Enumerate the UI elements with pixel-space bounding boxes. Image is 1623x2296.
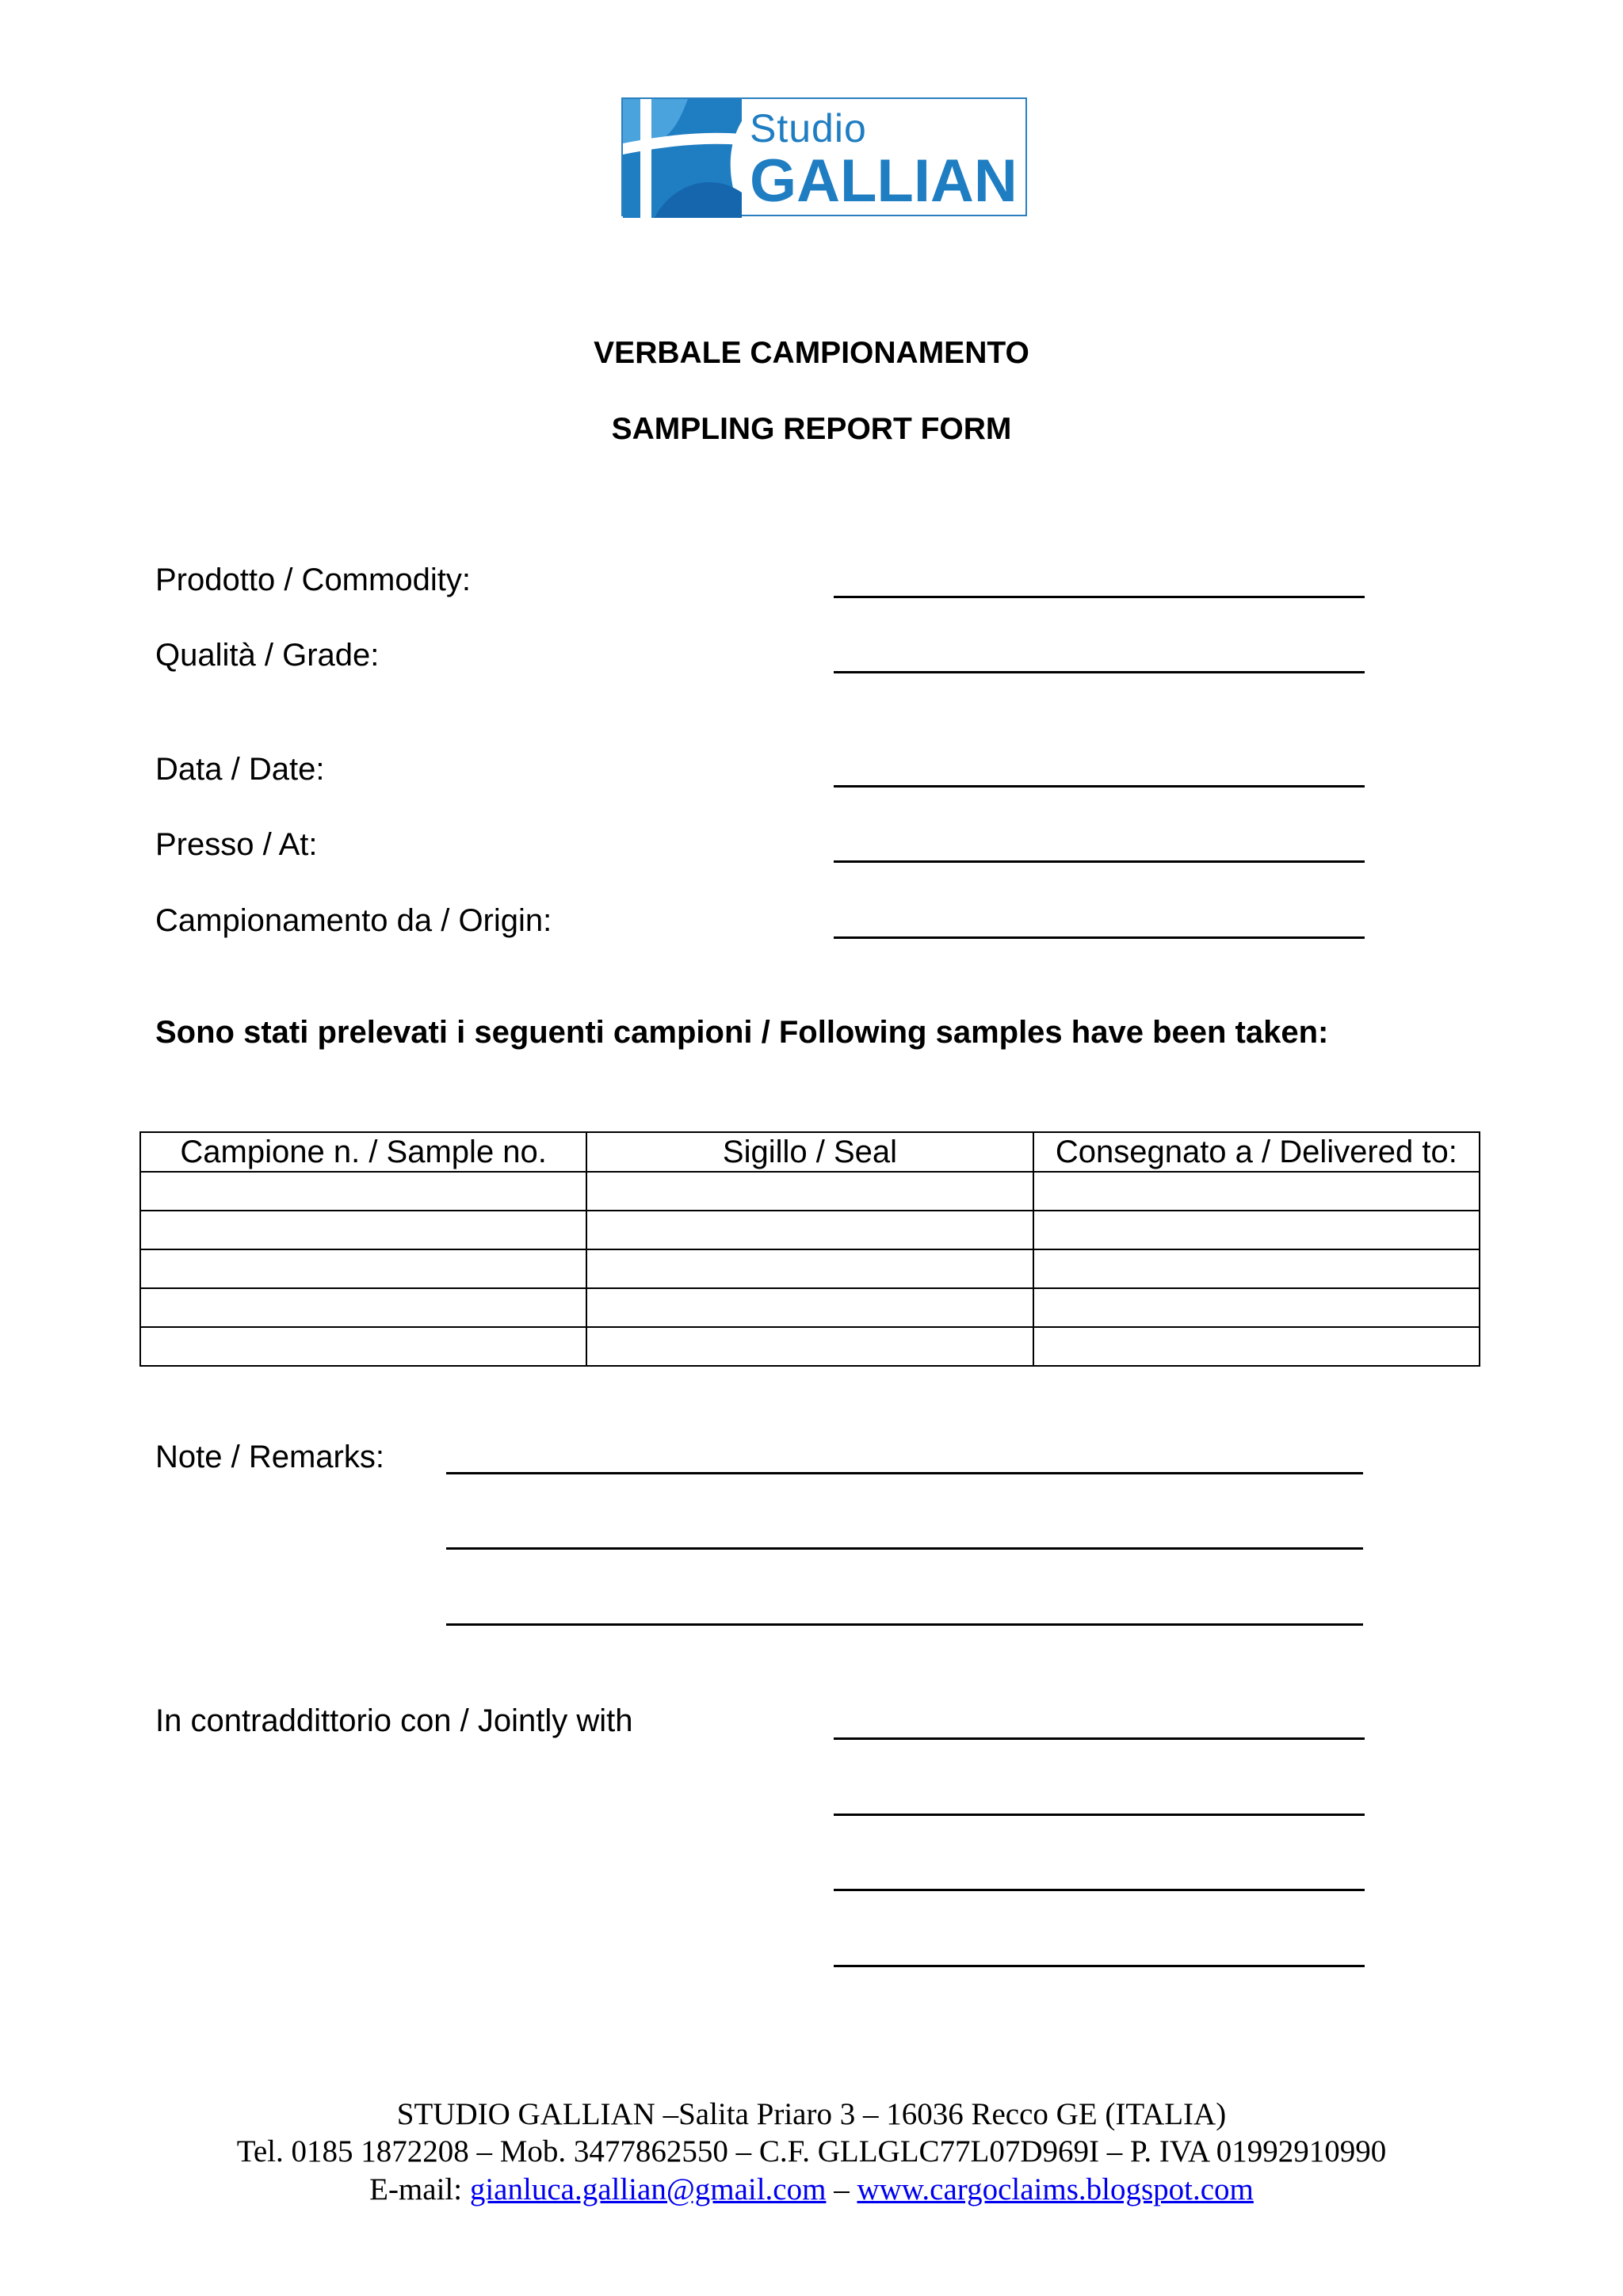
remarks-line-3[interactable]	[446, 1623, 1363, 1626]
field-label-at: Presso / At:	[155, 827, 318, 862]
table-cell[interactable]	[140, 1211, 586, 1249]
studio-gallian-logo	[621, 97, 1027, 216]
samples-table	[139, 1131, 1480, 1367]
table-cell[interactable]	[586, 1249, 1033, 1288]
jointly-with-label: In contraddittorio con / Jointly with	[155, 1703, 633, 1738]
page-title-english: SAMPLING REPORT FORM	[611, 412, 1012, 446]
jointly-line-4[interactable]	[834, 1965, 1365, 1967]
table-row	[140, 1211, 1480, 1249]
table-cell[interactable]	[586, 1211, 1033, 1249]
table-cell[interactable]	[140, 1288, 586, 1327]
field-label-commodity: Prodotto / Commodity:	[155, 563, 471, 597]
table-row	[140, 1288, 1480, 1327]
field-label-origin: Campionamento da / Origin:	[155, 903, 552, 938]
field-line-at[interactable]	[834, 860, 1365, 863]
table-row	[140, 1249, 1480, 1288]
table-cell[interactable]	[586, 1172, 1033, 1211]
table-cell[interactable]	[140, 1172, 586, 1211]
column-header-delivered-to: Consegnato a / Delivered to:	[1033, 1132, 1480, 1172]
remarks-label: Note / Remarks:	[155, 1440, 384, 1474]
table-cell[interactable]	[1033, 1211, 1480, 1249]
table-cell[interactable]	[1033, 1249, 1480, 1288]
footer-email-prefix: E-mail:	[369, 2172, 470, 2206]
field-line-origin[interactable]	[834, 936, 1365, 939]
table-cell[interactable]	[1033, 1288, 1480, 1327]
jointly-line-2[interactable]	[834, 1814, 1365, 1816]
logo-studio-text: Studio	[750, 106, 867, 151]
column-header-seal: Sigillo / Seal	[586, 1132, 1033, 1172]
table-row	[140, 1327, 1480, 1366]
field-line-commodity[interactable]	[834, 596, 1365, 598]
table-cell[interactable]	[1033, 1327, 1480, 1366]
field-label-date: Data / Date:	[155, 752, 325, 787]
column-header-sample-no: Campione n. / Sample no.	[140, 1132, 586, 1172]
table-cell[interactable]	[140, 1327, 586, 1366]
field-label-grade: Qualità / Grade:	[155, 638, 380, 673]
page-title-italian: VERBALE CAMPIONAMENTO	[594, 336, 1029, 370]
samples-table-header-row	[140, 1132, 1480, 1172]
table-cell[interactable]	[586, 1288, 1033, 1327]
table-cell[interactable]	[140, 1249, 586, 1288]
jointly-line-3[interactable]	[834, 1889, 1365, 1891]
field-line-date[interactable]	[834, 785, 1365, 788]
footer-website-link[interactable]: www.cargoclaims.blogspot.com	[857, 2172, 1254, 2206]
logo-gallian-text: GALLIAN	[750, 147, 1018, 215]
samples-heading: Sono stati prelevati i seguenti campioni / Following samples have been taken:	[155, 1015, 1329, 1050]
footer-address: STUDIO GALLIAN –Salita Priaro 3 – 16036 Recco GE (ITALIA)	[396, 2097, 1227, 2131]
jointly-line-1[interactable]	[834, 1737, 1365, 1740]
footer-email-link[interactable]: gianluca.gallian@gmail.com	[469, 2172, 827, 2206]
table-cell[interactable]	[586, 1327, 1033, 1366]
footer-separator: –	[826, 2172, 857, 2206]
field-line-grade[interactable]	[834, 671, 1365, 673]
remarks-line-1[interactable]	[446, 1472, 1363, 1474]
footer-contacts	[0, 2172, 1623, 2207]
footer-tax-info: Tel. 0185 1872208 – Mob. 3477862550 – C.F. GLLGLC77L07D969I – P. IVA 01992910990	[236, 2134, 1387, 2168]
remarks-line-2[interactable]	[446, 1547, 1363, 1550]
table-cell[interactable]	[1033, 1172, 1480, 1211]
table-row	[140, 1172, 1480, 1211]
